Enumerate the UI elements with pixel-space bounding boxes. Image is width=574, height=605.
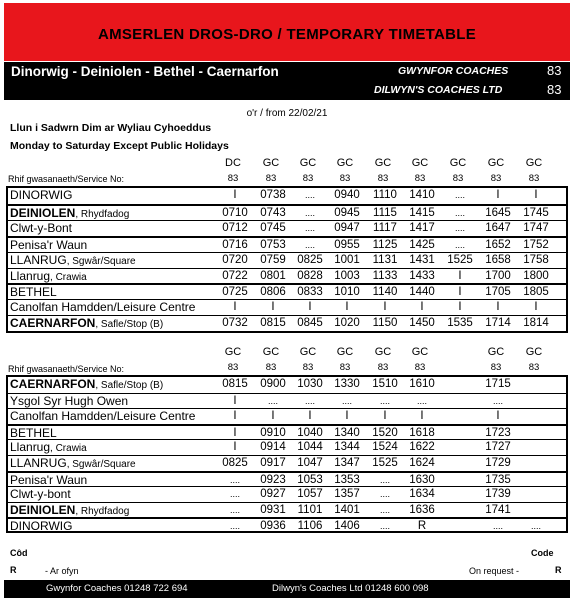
- days-english: Monday to Saturday Except Public Holidays: [10, 140, 229, 152]
- stop-name: [10, 300, 195, 315]
- time-cell: 1510: [372, 378, 398, 390]
- ar-ofyn: - Ar ofyn: [45, 566, 79, 576]
- stop-name: [10, 238, 87, 253]
- time-cell: 1652: [485, 238, 511, 251]
- time-cell: I: [534, 189, 538, 201]
- time-cell: 1417: [409, 221, 435, 234]
- stop-main: Clwt-y-bont: [10, 487, 71, 502]
- time-cell: 0743: [260, 206, 286, 219]
- time-cell: 0710: [222, 206, 248, 219]
- time-cell: 1745: [523, 206, 549, 219]
- dilwyn-contact: Dilwyn's Coaches Ltd 01248 600 098: [272, 583, 429, 594]
- time-cell: 1440: [409, 286, 435, 299]
- stop-main: LLANRUG: [10, 456, 67, 470]
- service-number: 83: [528, 362, 540, 373]
- time-cell: 1431: [409, 253, 435, 266]
- time-cell: 1347: [334, 457, 360, 469]
- time-cell: 1406: [334, 520, 360, 533]
- time-cell: I: [420, 301, 424, 314]
- service-number: 83: [490, 362, 502, 373]
- time-cell: 1622: [409, 441, 435, 454]
- time-cell: I: [496, 410, 500, 423]
- time-cell: 0955: [334, 238, 360, 251]
- time-cell: I: [458, 269, 462, 282]
- code-welsh: Côd: [10, 548, 28, 558]
- time-cell: I: [458, 286, 462, 299]
- time-cell: 1723: [485, 426, 511, 439]
- table-row: [8, 236, 566, 253]
- stop-main: Llanrug: [10, 268, 51, 283]
- table-row: [8, 299, 566, 315]
- time-cell: 1357: [334, 488, 360, 501]
- stop-name: [10, 377, 163, 393]
- time-cell: 1353: [334, 473, 360, 486]
- service-label-2: Rhif gwasanaeth/Service No:: [8, 364, 125, 374]
- time-cell: 0900: [260, 378, 286, 390]
- time-cell: I: [233, 410, 237, 423]
- stop-main: CAERNARFON: [10, 316, 96, 331]
- time-cell: 0753: [260, 238, 286, 251]
- service-number: 83: [528, 173, 540, 184]
- time-cell: 1524: [372, 441, 398, 454]
- time-cell: 1117: [373, 221, 397, 234]
- time-cell: 1053: [297, 473, 323, 486]
- time-cell: 1647: [485, 221, 511, 234]
- time-cell: 1739: [485, 488, 511, 501]
- time-cell: 0917: [260, 457, 286, 469]
- operator-code: GC: [487, 346, 505, 358]
- operator-code: DC: [225, 157, 241, 169]
- time-cell: 1340: [334, 426, 360, 439]
- service-number: 83: [490, 173, 502, 184]
- stop-suffix: , Crawia: [50, 443, 87, 455]
- service-number: 83: [227, 362, 239, 373]
- time-cell: ....: [379, 521, 390, 532]
- time-cell: I: [308, 301, 312, 314]
- time-cell: I: [271, 301, 275, 314]
- time-cell: 1401: [334, 503, 360, 516]
- time-cell: 1624: [409, 457, 435, 469]
- table-row: [8, 220, 566, 236]
- time-cell: 0947: [334, 221, 360, 234]
- time-cell: ....: [304, 190, 315, 200]
- time-cell: ....: [454, 239, 465, 250]
- stop-suffix: , Crawia: [50, 271, 87, 283]
- stop-name: [10, 440, 87, 456]
- table-row: [8, 315, 566, 331]
- time-cell: 1630: [409, 473, 435, 486]
- stop-suffix: , Sgwâr/Square: [66, 459, 136, 470]
- time-cell: 1520: [372, 426, 398, 439]
- time-cell: 0801: [260, 269, 286, 282]
- table-row: [8, 486, 566, 502]
- time-cell: 0931: [260, 503, 286, 516]
- route-name: Dinorwig - Deiniolen - Bethel - Caernarfon: [11, 64, 279, 79]
- stop-main: BETHEL: [10, 425, 57, 440]
- operator-code: GC: [374, 157, 392, 169]
- time-cell: I: [383, 301, 387, 314]
- time-cell: 0910: [260, 426, 286, 439]
- time-cell: I: [233, 394, 237, 407]
- time-cell: 1535: [447, 317, 473, 330]
- stop-suffix: , Rhydfadog: [75, 208, 130, 220]
- table-row: [8, 455, 566, 471]
- time-cell: I: [345, 301, 349, 314]
- stop-name: [10, 456, 136, 472]
- time-cell: 1047: [297, 457, 323, 469]
- time-cell: 1450: [409, 317, 435, 330]
- banner-title: AMSERLEN DROS-DRO / TEMPORARY TIMETABLE: [97, 26, 477, 43]
- time-cell: 1106: [297, 520, 323, 533]
- time-cell: 1729: [485, 457, 511, 469]
- time-cell: I: [420, 410, 424, 423]
- time-cell: I: [458, 301, 462, 314]
- time-cell: 1415: [409, 206, 435, 219]
- time-cell: 1658: [485, 253, 511, 266]
- stop-name: [10, 394, 128, 409]
- time-cell: ....: [267, 395, 278, 406]
- stop-main: DEINIOLEN: [10, 205, 76, 220]
- stop-name: [10, 188, 72, 203]
- time-cell: 1700: [485, 269, 511, 282]
- service-number: 83: [377, 173, 389, 184]
- operator-code: GC: [336, 157, 354, 169]
- time-cell: 1735: [485, 473, 511, 486]
- stop-name: [10, 285, 57, 300]
- time-cell: 1115: [373, 206, 397, 219]
- operator-code: GC: [299, 346, 317, 358]
- time-cell: 0923: [260, 473, 286, 486]
- time-cell: 0825: [222, 457, 248, 469]
- valid-from: o'r / from 22/02/21: [246, 108, 328, 119]
- operator-code: GC: [262, 157, 280, 169]
- time-cell: 0940: [334, 189, 360, 201]
- banner: [4, 3, 570, 61]
- time-cell: 1001: [334, 253, 360, 266]
- operator-code: GC: [411, 157, 429, 169]
- table-row: [8, 268, 566, 284]
- stop-name: [10, 269, 87, 285]
- time-cell: 1010: [334, 286, 360, 299]
- time-cell: 0815: [260, 317, 286, 330]
- stop-name: [10, 253, 136, 269]
- time-cell: 1020: [334, 317, 360, 330]
- time-cell: I: [233, 441, 237, 454]
- footer-bar: [4, 580, 570, 598]
- time-cell: 0806: [260, 286, 286, 299]
- time-cell: 1525: [447, 253, 473, 266]
- time-cell: 1715: [485, 378, 511, 390]
- time-cell: I: [496, 301, 500, 314]
- code-english: Code: [531, 548, 554, 558]
- operator-code: GC: [449, 157, 467, 169]
- time-cell: 1110: [373, 189, 397, 201]
- time-cell: I: [233, 426, 237, 439]
- time-cell: 1433: [409, 269, 435, 282]
- operator-gwynfor-service: 83: [547, 63, 562, 78]
- time-cell: ....: [492, 521, 503, 532]
- time-cell: 1410: [409, 189, 435, 201]
- table-row: [8, 204, 566, 221]
- table-row: [8, 377, 566, 392]
- time-cell: I: [233, 189, 237, 201]
- stop-main: LLANRUG: [10, 252, 67, 267]
- time-cell: ....: [304, 239, 315, 250]
- time-cell: 0914: [260, 441, 286, 454]
- service-number: 83: [377, 362, 389, 373]
- time-cell: 1044: [297, 441, 323, 454]
- time-cell: ....: [229, 504, 240, 515]
- stop-main: Penisa'r Waun: [10, 237, 88, 252]
- time-cell: 1610: [409, 378, 435, 390]
- stop-main: DINORWIG: [10, 188, 73, 202]
- stop-name: [10, 519, 72, 534]
- days-welsh: Llun i Sadwrn Dim ar Wyliau Cyhoeddus: [10, 122, 212, 134]
- time-cell: 1040: [297, 426, 323, 439]
- time-cell: R: [417, 520, 427, 533]
- time-cell: 0720: [222, 253, 248, 266]
- table-row: [8, 471, 566, 488]
- stop-main: Clwt-y-Bont: [10, 220, 73, 235]
- time-cell: 0927: [260, 488, 286, 501]
- time-cell: 1805: [523, 286, 549, 299]
- time-cell: 1125: [372, 238, 398, 251]
- table-row: [8, 252, 566, 268]
- service-number: 83: [414, 362, 426, 373]
- time-cell: 1101: [297, 503, 323, 516]
- time-cell: 1344: [334, 441, 360, 454]
- stop-suffix: , Safle/Stop (B): [95, 380, 164, 391]
- time-cell: ....: [229, 474, 240, 485]
- operator-code: GC: [487, 157, 505, 169]
- time-cell: 1003: [334, 269, 360, 282]
- time-cell: 1705: [485, 286, 511, 299]
- operator-code: GC: [262, 346, 280, 358]
- time-cell: 1636: [409, 503, 435, 516]
- stop-suffix: , Sgwâr/Square: [66, 255, 136, 267]
- time-cell: 0828: [297, 269, 323, 282]
- code-r-left: R: [10, 565, 17, 575]
- stop-main: Ysgol Syr Hugh Owen: [10, 393, 129, 408]
- gwynfor-contact: Gwynfor Coaches 01248 722 694: [46, 583, 188, 594]
- time-cell: 0712: [222, 221, 248, 234]
- time-cell: 0738: [260, 189, 286, 201]
- time-cell: 1747: [523, 221, 549, 234]
- operator-code: GC: [525, 157, 543, 169]
- service-number: 83: [414, 173, 426, 184]
- time-cell: 1131: [372, 253, 398, 266]
- table-row: [8, 439, 566, 455]
- time-cell: 1330: [334, 378, 360, 390]
- time-cell: ....: [454, 190, 465, 200]
- operator-dilwyn-service: 83: [547, 82, 562, 97]
- time-cell: I: [271, 410, 275, 423]
- stop-main: Penisa'r Waun: [10, 472, 88, 487]
- time-cell: 1618: [409, 426, 435, 439]
- operator-code: GC: [525, 346, 543, 358]
- stop-name: [10, 503, 129, 519]
- time-cell: 1133: [372, 269, 398, 282]
- stop-main: Canolfan Hamdden/Leisure Centre: [10, 300, 196, 315]
- time-cell: 1150: [372, 317, 398, 330]
- time-cell: ....: [379, 504, 390, 515]
- time-cell: ....: [229, 489, 240, 500]
- time-cell: 0725: [222, 286, 248, 299]
- time-cell: ....: [530, 521, 541, 532]
- time-cell: ....: [304, 395, 315, 406]
- time-cell: I: [383, 410, 387, 423]
- table-row: [8, 517, 566, 534]
- operator-code: GC: [299, 157, 317, 169]
- service-number: 83: [302, 362, 314, 373]
- time-cell: ....: [379, 489, 390, 500]
- table-row: [8, 424, 566, 441]
- time-cell: 1525: [372, 457, 398, 469]
- service-label: Rhif gwasanaeth/Service No:: [8, 174, 125, 184]
- on-request: On request -: [469, 566, 520, 576]
- time-cell: ....: [304, 222, 315, 233]
- stop-name: [10, 409, 195, 424]
- code-r-right: R: [555, 565, 562, 575]
- service-number: 83: [265, 362, 277, 373]
- time-cell: I: [308, 410, 312, 423]
- stop-suffix: , Safle/Stop (B): [95, 319, 164, 331]
- time-cell: ....: [379, 474, 390, 485]
- time-cell: 1714: [485, 317, 511, 330]
- time-cell: 0825: [297, 253, 323, 266]
- service-number: 83: [302, 173, 314, 184]
- time-cell: 0732: [222, 317, 248, 330]
- time-cell: 0833: [297, 286, 323, 299]
- time-cell: 1800: [523, 269, 549, 282]
- time-cell: 1645: [485, 206, 511, 219]
- time-cell: 1140: [372, 286, 398, 299]
- stop-main: DINORWIG: [10, 519, 73, 534]
- table-row: [8, 408, 566, 424]
- service-number: 83: [265, 173, 277, 184]
- time-cell: 1814: [523, 317, 549, 330]
- service-number: 83: [227, 173, 239, 184]
- time-cell: ....: [229, 521, 240, 532]
- service-number: 83: [452, 173, 464, 184]
- time-cell: I: [496, 189, 500, 201]
- time-cell: I: [345, 410, 349, 423]
- timetable-outbound: [6, 186, 568, 333]
- time-cell: 0722: [222, 269, 248, 282]
- service-number: 83: [339, 362, 351, 373]
- stop-main: DEINIOLEN: [10, 502, 76, 517]
- service-number: 83: [339, 173, 351, 184]
- time-cell: 1057: [297, 488, 323, 501]
- time-cell: ....: [379, 395, 390, 406]
- stop-main: CAERNARFON: [10, 377, 96, 391]
- time-cell: ....: [416, 395, 427, 406]
- time-cell: 1030: [297, 378, 323, 390]
- time-cell: 1752: [523, 238, 549, 251]
- table-row: [8, 502, 566, 518]
- time-cell: ....: [304, 207, 315, 218]
- table-row: [8, 393, 566, 409]
- stop-name: [10, 221, 72, 236]
- operator-code: GC: [336, 346, 354, 358]
- table-row: [8, 283, 566, 300]
- operator-gwynfor: GWYNFOR COACHES: [398, 65, 509, 77]
- time-cell: ....: [454, 207, 465, 218]
- operator-code: GC: [374, 346, 392, 358]
- stop-name: [10, 487, 71, 502]
- time-cell: 1727: [485, 441, 511, 454]
- time-cell: 0716: [222, 238, 248, 251]
- time-cell: 1758: [523, 253, 549, 266]
- stop-main: Llanrug: [10, 440, 51, 455]
- stop-main: BETHEL: [10, 285, 57, 300]
- operator-code: GC: [411, 346, 429, 358]
- stop-main: Canolfan Hamdden/Leisure Centre: [10, 409, 196, 424]
- time-cell: 1634: [409, 488, 435, 501]
- time-cell: I: [233, 301, 237, 314]
- time-cell: I: [534, 301, 538, 314]
- timetable-return: [6, 375, 568, 533]
- time-cell: 0936: [260, 520, 286, 533]
- operator-code: GC: [224, 346, 242, 358]
- time-cell: ....: [492, 395, 503, 406]
- time-cell: 1425: [409, 238, 435, 251]
- operator-dilwyn: DILWYN'S COACHES LTD: [374, 84, 503, 96]
- time-cell: ....: [341, 395, 352, 406]
- time-cell: 0745: [260, 221, 286, 234]
- time-cell: 1741: [485, 503, 511, 516]
- time-cell: 0945: [334, 206, 360, 219]
- stop-suffix: , Rhydfadog: [75, 505, 130, 517]
- time-cell: 0815: [222, 378, 248, 390]
- route-bar: [4, 62, 570, 100]
- time-cell: 0759: [260, 253, 286, 266]
- time-cell: ....: [454, 222, 465, 233]
- time-cell: 0845: [297, 317, 323, 330]
- table-row: [8, 188, 566, 203]
- stop-name: [10, 316, 163, 332]
